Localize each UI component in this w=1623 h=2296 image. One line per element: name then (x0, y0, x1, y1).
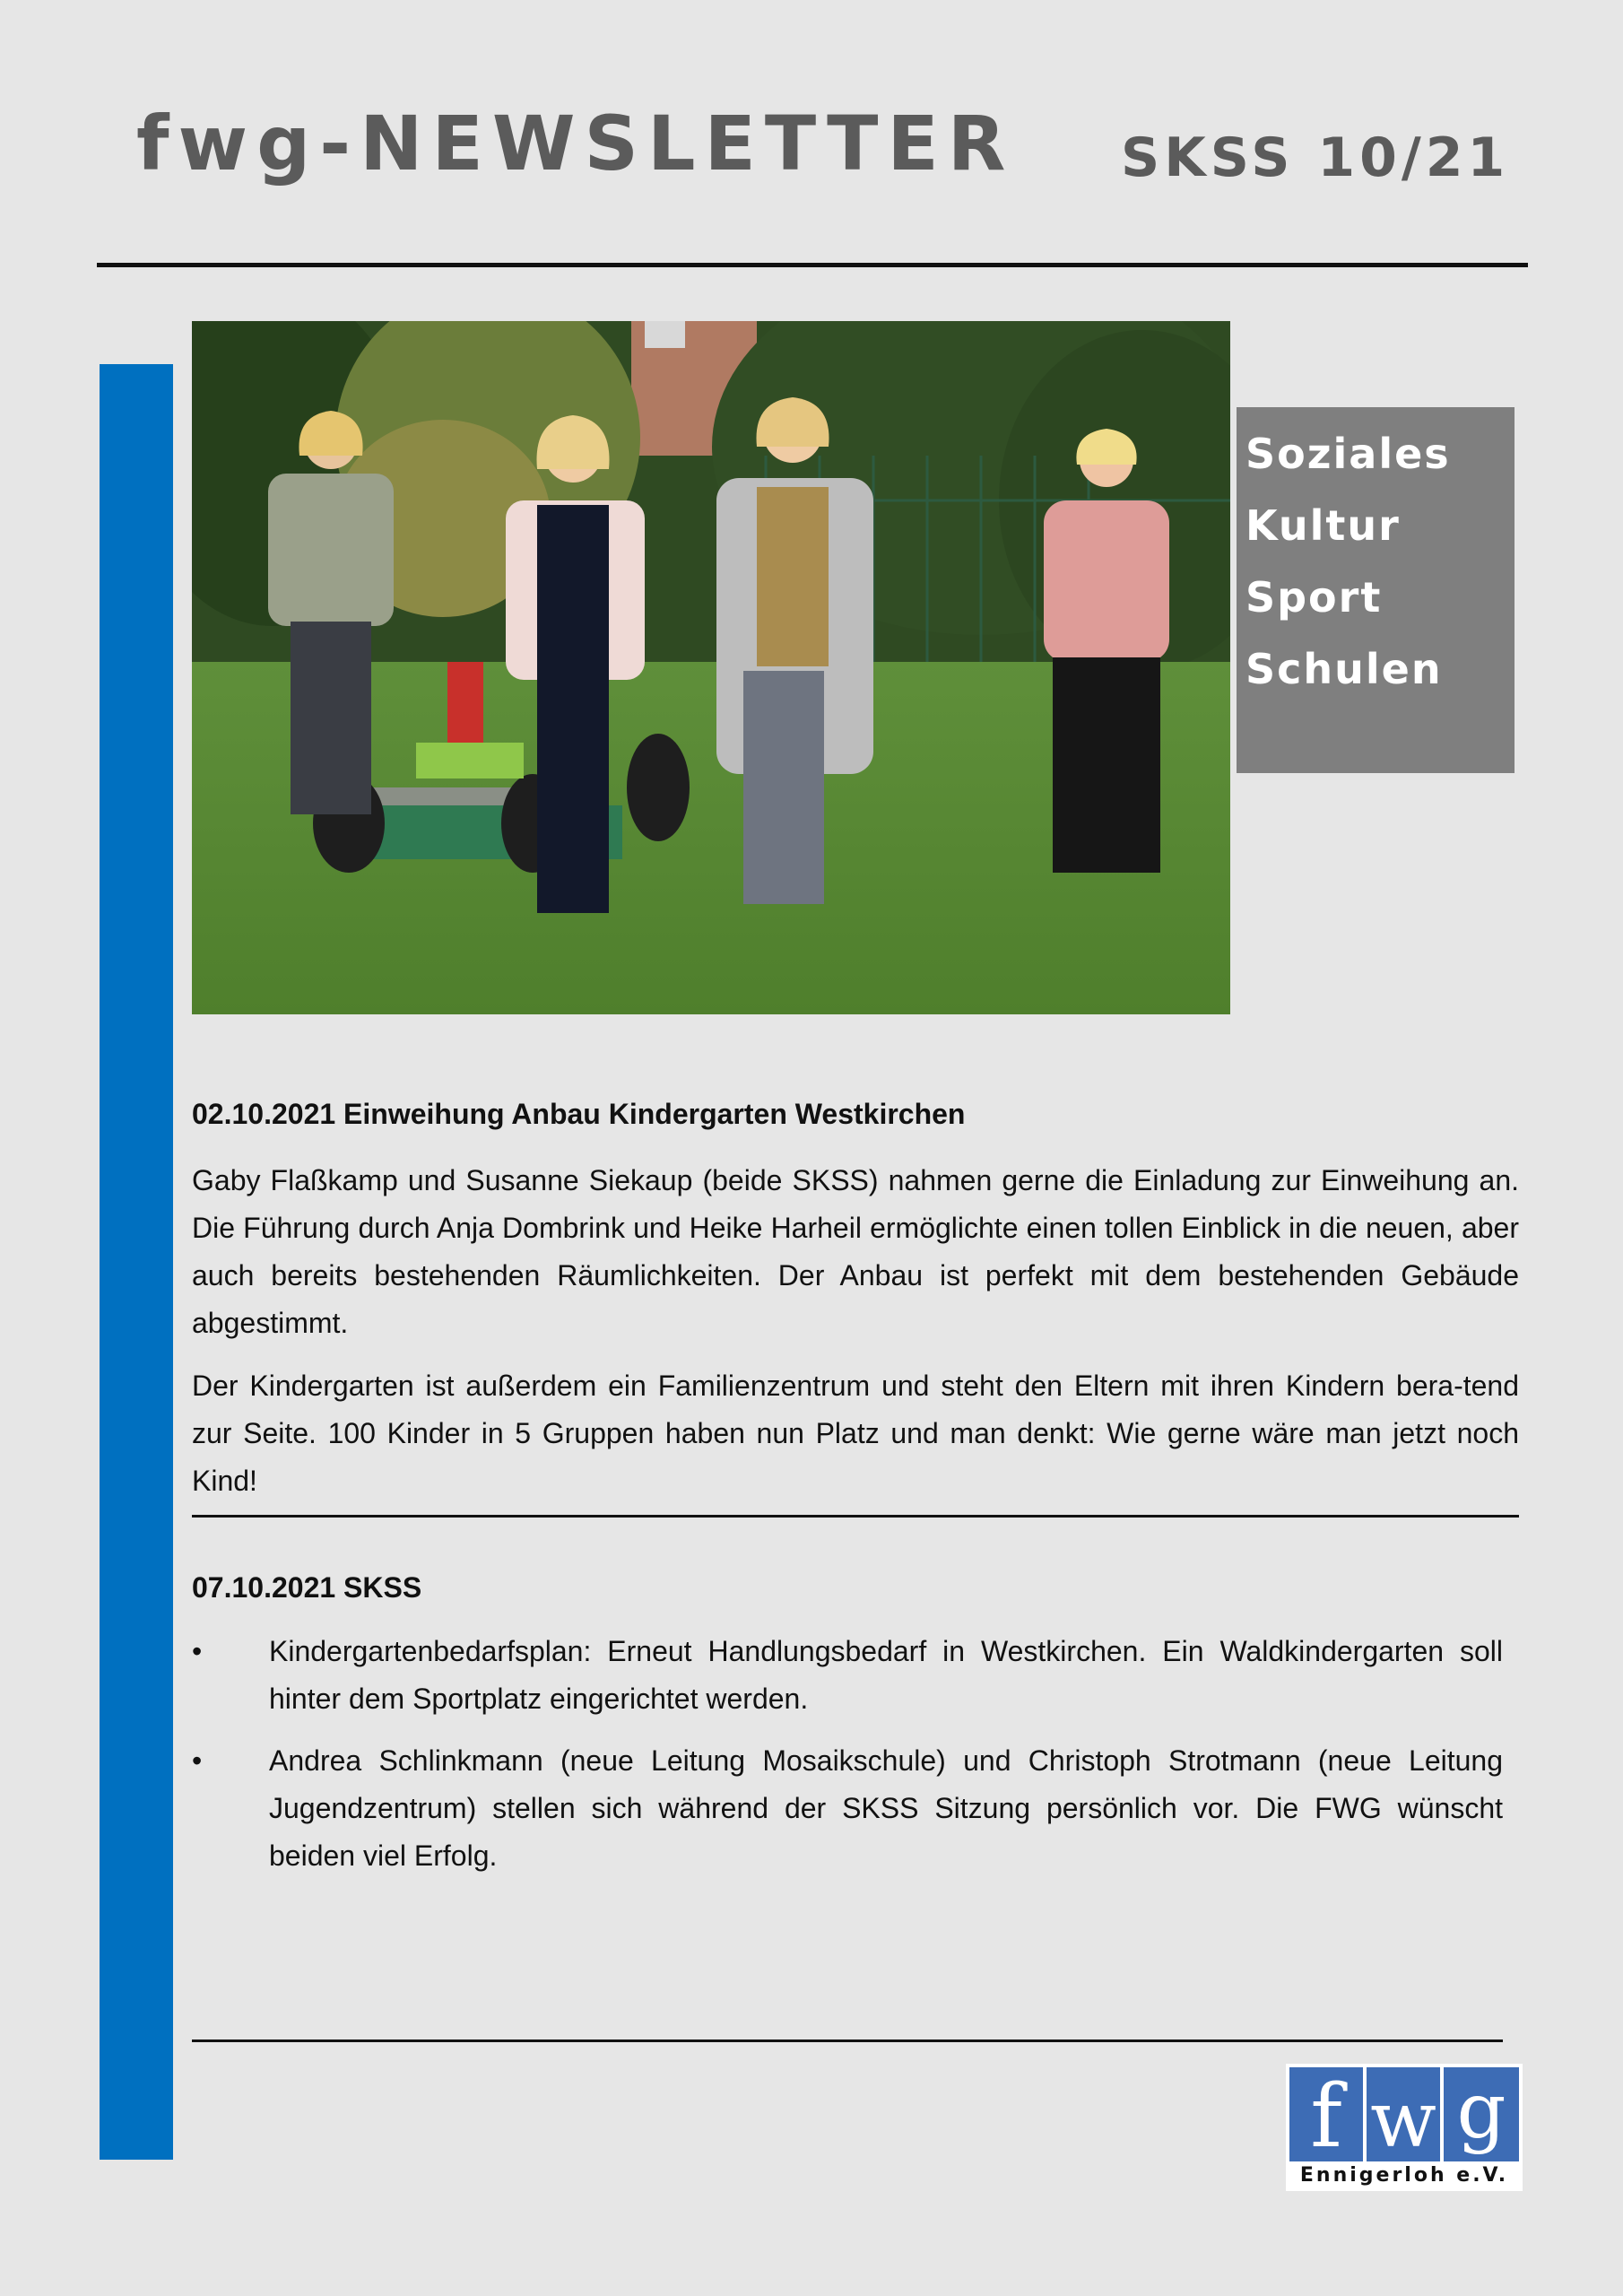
fwg-logo (1286, 2064, 1523, 2191)
topics-box (1237, 407, 1515, 773)
svg-text:w: w (1370, 2075, 1436, 2165)
logo-subtitle: Ennigerloh e.V. (1299, 2164, 1509, 2187)
article-divider (192, 1515, 1519, 1518)
article2-bullet-list (192, 1628, 1503, 1894)
svg-text:f: f (1310, 2066, 1342, 2167)
bullet-dot-icon: • (192, 1744, 203, 1777)
bullet-item (192, 1628, 1503, 1723)
topic-soziales: Soziales (1245, 430, 1451, 478)
sidebar-accent-bar (100, 364, 173, 2160)
article1-heading: 02.10.2021 Einweihung Anbau Kindergarten Westkirchen (192, 1098, 966, 1130)
group-photo (192, 321, 1230, 1014)
topic-schulen: Schulen (1245, 645, 1443, 693)
topic-kultur: Kultur (1245, 501, 1401, 550)
article1-paragraph1: Gaby Flaßkamp und Susanne Siekaup (beide SKSS) nahmen gerne die Einladung zur Einweihung an. Die Führung durch Anja Dombrink und Heike Harheil ermöglichte einen tollen Einblick in die neuen, aber auch bereits bestehenden Räumlichkeiten. Der Anbau ist perfekt mit dem bestehenden Gebäude abgestimmt. (192, 1164, 1519, 1339)
article1-paragraph2: Der Kindergarten ist außerdem ein Familienzentrum und steht den Eltern mit ihren Kindern bera-tend zur Seite. 100 Kinder in 5 Gruppen haben nun Platz und man denkt: Wie gerne wäre man jetzt noch Kind! (192, 1370, 1519, 1497)
newsletter-title: fwg-NEWSLETTER (136, 100, 1015, 187)
issue-number: SKSS 10/21 (1121, 126, 1510, 189)
bullet-item (192, 1737, 1503, 1880)
svg-text:g: g (1456, 2066, 1506, 2156)
article2-heading: 07.10.2021 SKSS (192, 1571, 422, 1604)
bullet-text: Andrea Schlinkmann (neue Leitung Mosaikschule) und Christoph Strotmann (neue Leitung Jugendzentrum) stellen sich während der SKSS Sitzung persönlich vor. Die FWG wünscht beiden viel Erfolg. (269, 1744, 1503, 1872)
topic-sport: Sport (1245, 573, 1383, 622)
footer-divider (192, 2039, 1503, 2042)
bullet-text: Kindergartenbedarfsplan: Erneut Handlungsbedarf in Westkirchen. Ein Waldkindergarten soll hinter dem Sportplatz eingerichtet werden. (269, 1635, 1503, 1715)
bullet-dot-icon: • (192, 1635, 203, 1667)
header-divider (97, 263, 1528, 267)
